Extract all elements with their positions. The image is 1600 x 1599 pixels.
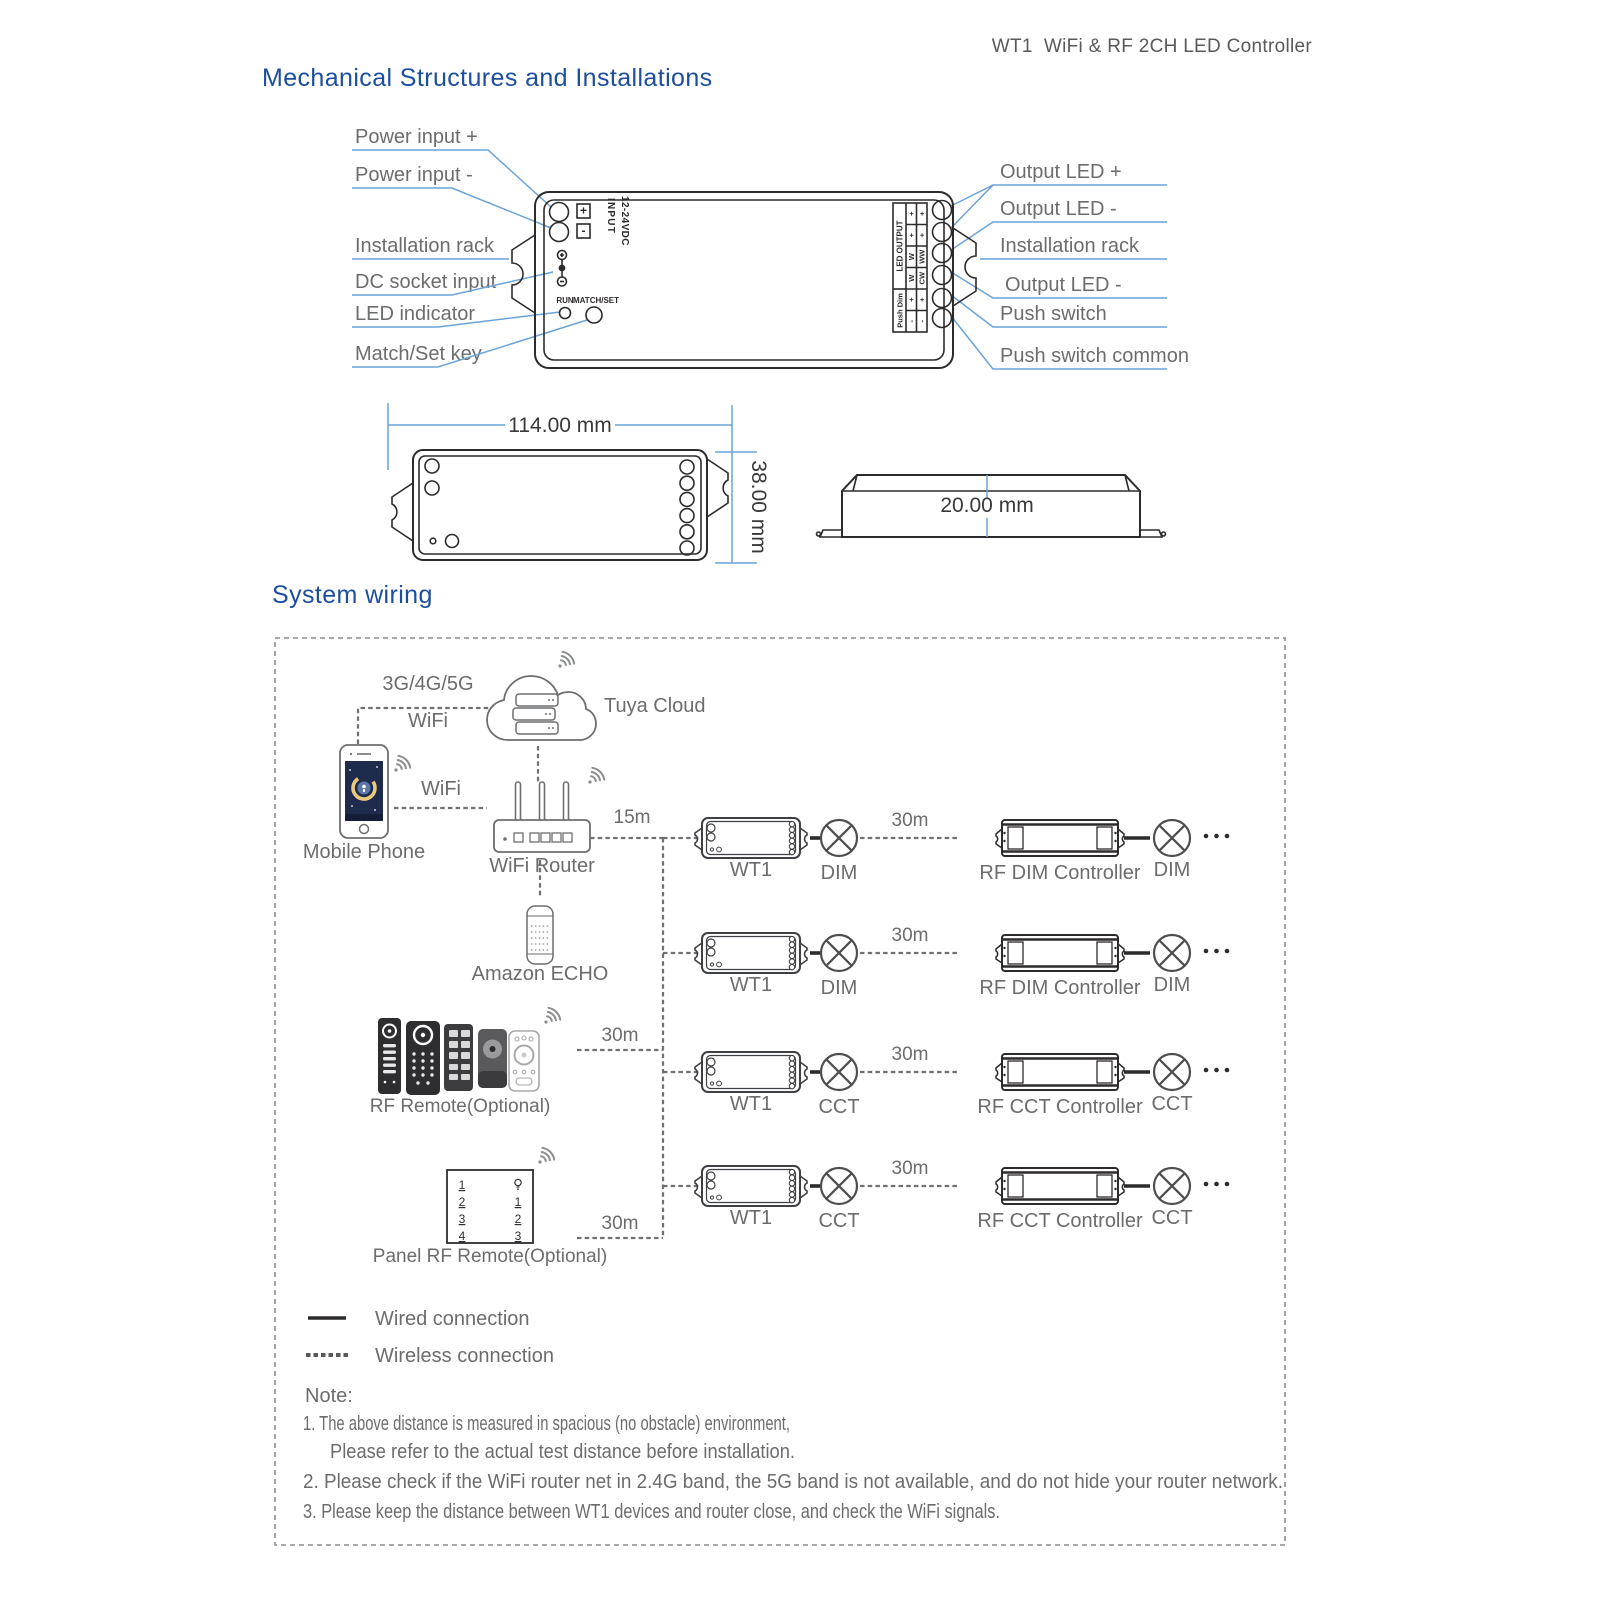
wiring-row-4 bbox=[663, 1158, 1229, 1232]
panel-key: 2 bbox=[458, 1195, 466, 1209]
terminal-cell: + bbox=[917, 297, 927, 302]
panel-remote-label: Panel RF Remote(Optional) bbox=[372, 1246, 608, 1267]
wt1-device-icon bbox=[695, 933, 807, 973]
lamp-icon bbox=[821, 935, 857, 971]
callout-label: Output LED - bbox=[1000, 198, 1117, 220]
rf-controller-icon bbox=[996, 1168, 1124, 1204]
wifi-signal-icon bbox=[588, 768, 604, 784]
terminal-cell: + bbox=[907, 233, 916, 238]
wifi-signal-icon bbox=[558, 652, 574, 668]
ellipsis-icon bbox=[1204, 1068, 1230, 1073]
wifi-link-label: WiFi bbox=[421, 778, 461, 800]
wt1-label: WT1 bbox=[729, 1093, 773, 1115]
lamp-label: CCT bbox=[1151, 1207, 1193, 1229]
callout-label: DC socket input bbox=[355, 271, 497, 293]
lamp-label: DIM bbox=[1153, 859, 1191, 881]
wiring-row-1 bbox=[663, 810, 1229, 884]
controller-top-view bbox=[388, 403, 770, 563]
callout-label: LED indicator bbox=[355, 303, 476, 325]
rf-controller-label: RF DIM Controller bbox=[979, 862, 1141, 884]
rf-controller-label: RF CCT Controller bbox=[977, 1210, 1143, 1232]
product-title: WT1 WiFi & RF 2CH LED Controller bbox=[991, 36, 1312, 57]
wt1-label: WT1 bbox=[729, 1207, 773, 1229]
tuya-cloud-icon bbox=[487, 652, 596, 740]
rf-remote-4 bbox=[478, 1029, 507, 1088]
panel-key: 3 bbox=[458, 1212, 466, 1226]
lamp-label: CCT bbox=[1151, 1093, 1193, 1115]
width-dimension: 114.00 mm bbox=[508, 414, 612, 437]
system-wiring-diagram bbox=[0, 630, 1600, 1599]
uplink-label-top: 3G/4G/5G bbox=[382, 673, 474, 695]
depth-dimension: 20.00 mm bbox=[940, 494, 1034, 517]
left-callout-labels bbox=[355, 126, 497, 365]
panel-key: 2 bbox=[514, 1212, 522, 1226]
panel-key: 3 bbox=[514, 1229, 522, 1243]
terminal-cell: + bbox=[907, 211, 916, 216]
note-line: Please refer to the actual test distance before installation. bbox=[330, 1441, 795, 1463]
height-dimension: 38.00 mm bbox=[747, 460, 770, 554]
rf-controller-icon bbox=[996, 1054, 1124, 1090]
right-callout-labels bbox=[1000, 161, 1189, 367]
notes bbox=[303, 1385, 1283, 1523]
panel-remote-distance-label: 30m bbox=[601, 1213, 639, 1234]
power-input-plus-terminal bbox=[550, 203, 569, 222]
lamp-icon bbox=[1154, 1054, 1190, 1090]
lamp-label: DIM bbox=[820, 977, 858, 999]
legend-wireless-label: Wireless connection bbox=[375, 1345, 554, 1367]
terminal-cell: + bbox=[917, 233, 927, 238]
wiring-row-2 bbox=[663, 925, 1229, 999]
terminal-cell: - bbox=[917, 319, 927, 323]
distance-label: 30m bbox=[891, 810, 929, 831]
panel-rf-remote-icon bbox=[447, 1148, 554, 1243]
wifi-signal-icon bbox=[394, 756, 410, 772]
callout-label: Push switch common bbox=[1000, 345, 1189, 367]
wt1-label: WT1 bbox=[729, 859, 773, 881]
input-voltage-label: 12-24VDC bbox=[619, 196, 630, 246]
led-output-label: LED OUTPUT bbox=[895, 220, 905, 272]
distance-label: 30m bbox=[891, 925, 929, 946]
rf-remote-label: RF Remote(Optional) bbox=[369, 1096, 551, 1117]
ellipsis-icon bbox=[1204, 1182, 1230, 1187]
run-label: RUN bbox=[556, 296, 574, 305]
callout-label: Push switch bbox=[1000, 303, 1107, 325]
input-plus-sign: + bbox=[579, 203, 588, 218]
lamp-icon bbox=[821, 820, 857, 856]
push-dim-label: Push Dim bbox=[895, 293, 905, 328]
legend bbox=[306, 1308, 554, 1367]
terminal-cell: WW bbox=[917, 249, 927, 264]
distance-label: 30m bbox=[891, 1044, 929, 1065]
lamp-icon bbox=[1154, 935, 1190, 971]
dc-polarity-icon bbox=[558, 251, 567, 287]
wiring-row-3 bbox=[663, 1044, 1229, 1118]
input-minus-sign: - bbox=[581, 223, 586, 238]
mobile-phone-icon bbox=[340, 745, 410, 838]
lamp-label: DIM bbox=[1153, 974, 1191, 996]
rf-controller-label: RF DIM Controller bbox=[979, 977, 1141, 999]
callout-label: Match/Set key bbox=[355, 343, 482, 365]
amazon-echo-icon bbox=[527, 906, 553, 964]
input-label: INPUT bbox=[605, 198, 616, 234]
match-set-key bbox=[586, 307, 602, 323]
note-line: 2. Please check if the WiFi router net in 2.4G band, the 5G band is not available, and do not hide your router network. bbox=[303, 1471, 1283, 1493]
rf-remote-5 bbox=[509, 1031, 539, 1091]
rf-controller-label: RF CCT Controller bbox=[977, 1096, 1143, 1118]
callout-label: Output LED - bbox=[1005, 274, 1122, 296]
note-line: 1. The above distance is measured in spacious (no obstacle) environment, bbox=[303, 1413, 790, 1435]
rf-remote-3 bbox=[444, 1024, 473, 1091]
terminal-cell: W bbox=[907, 253, 916, 261]
output-terminals bbox=[933, 201, 952, 328]
terminal-cell: - bbox=[907, 319, 916, 323]
callout-label: Power input + bbox=[355, 126, 478, 148]
panel-key: 1 bbox=[458, 1178, 466, 1192]
wifi-signal-icon bbox=[538, 1148, 554, 1164]
router-label: WiFi Router bbox=[489, 855, 595, 877]
lamp-icon bbox=[1154, 820, 1190, 856]
uplink-label-bottom: WiFi bbox=[408, 710, 448, 732]
callout-label: Installation rack bbox=[355, 235, 494, 257]
terminal-cell: W bbox=[907, 274, 916, 282]
lamp-icon bbox=[821, 1168, 857, 1204]
mechanical-diagram bbox=[0, 100, 1600, 600]
lamp-label: CCT bbox=[818, 1210, 860, 1232]
match-set-label: MATCH/SET bbox=[572, 296, 620, 305]
controller-front-view bbox=[512, 192, 976, 368]
rf-remote-1 bbox=[378, 1018, 401, 1094]
section-title-wiring: System wiring bbox=[272, 581, 433, 609]
legend-wired-label: Wired connection bbox=[375, 1308, 530, 1330]
terminal-cell: CW bbox=[917, 271, 927, 285]
installation-rack-left bbox=[512, 235, 535, 313]
cloud-label: Tuya Cloud bbox=[604, 695, 706, 717]
output-terminal-table bbox=[893, 203, 927, 332]
rf-remote-distance-label: 30m bbox=[601, 1025, 639, 1046]
router-distance-label: 15m bbox=[613, 807, 651, 828]
callout-label: Installation rack bbox=[1000, 235, 1139, 257]
distance-label: 30m bbox=[891, 1158, 929, 1179]
lamp-icon bbox=[821, 1054, 857, 1090]
terminal-cell: + bbox=[917, 211, 927, 216]
wt1-device-icon bbox=[695, 1052, 807, 1092]
wt1-device-icon bbox=[695, 818, 807, 858]
wt1-label: WT1 bbox=[729, 974, 773, 996]
ellipsis-icon bbox=[1204, 834, 1230, 839]
lamp-label: DIM bbox=[820, 862, 858, 884]
controller-side-view bbox=[817, 475, 1166, 537]
note-title: Note: bbox=[305, 1385, 353, 1407]
ellipsis-icon bbox=[1204, 949, 1230, 954]
callout-label: Output LED + bbox=[1000, 161, 1122, 183]
terminal-cell: + bbox=[907, 297, 916, 302]
wt1-device-icon bbox=[695, 1166, 807, 1206]
callout-label: Power input - bbox=[355, 164, 473, 186]
phone-label: Mobile Phone bbox=[302, 841, 426, 863]
lamp-label: CCT bbox=[818, 1096, 860, 1118]
panel-key: 4 bbox=[458, 1229, 466, 1243]
echo-label: Amazon ECHO bbox=[471, 963, 609, 985]
panel-key: 1 bbox=[514, 1195, 522, 1209]
wifi-router-icon bbox=[494, 768, 604, 852]
wifi-signal-icon bbox=[544, 1008, 560, 1024]
note-line: 3. Please keep the distance between WT1 devices and router close, and check the WiFi signals. bbox=[303, 1501, 1000, 1523]
power-input-minus-terminal bbox=[550, 223, 569, 242]
installation-rack-right bbox=[953, 228, 976, 306]
rf-controller-icon bbox=[996, 820, 1124, 856]
section-title-mechanical: Mechanical Structures and Installations bbox=[262, 64, 713, 92]
run-led-indicator bbox=[560, 308, 571, 319]
rf-controller-icon bbox=[996, 935, 1124, 971]
lamp-icon bbox=[1154, 1168, 1190, 1204]
rf-remote-2 bbox=[406, 1021, 440, 1095]
rf-remote-icons bbox=[378, 1008, 560, 1095]
